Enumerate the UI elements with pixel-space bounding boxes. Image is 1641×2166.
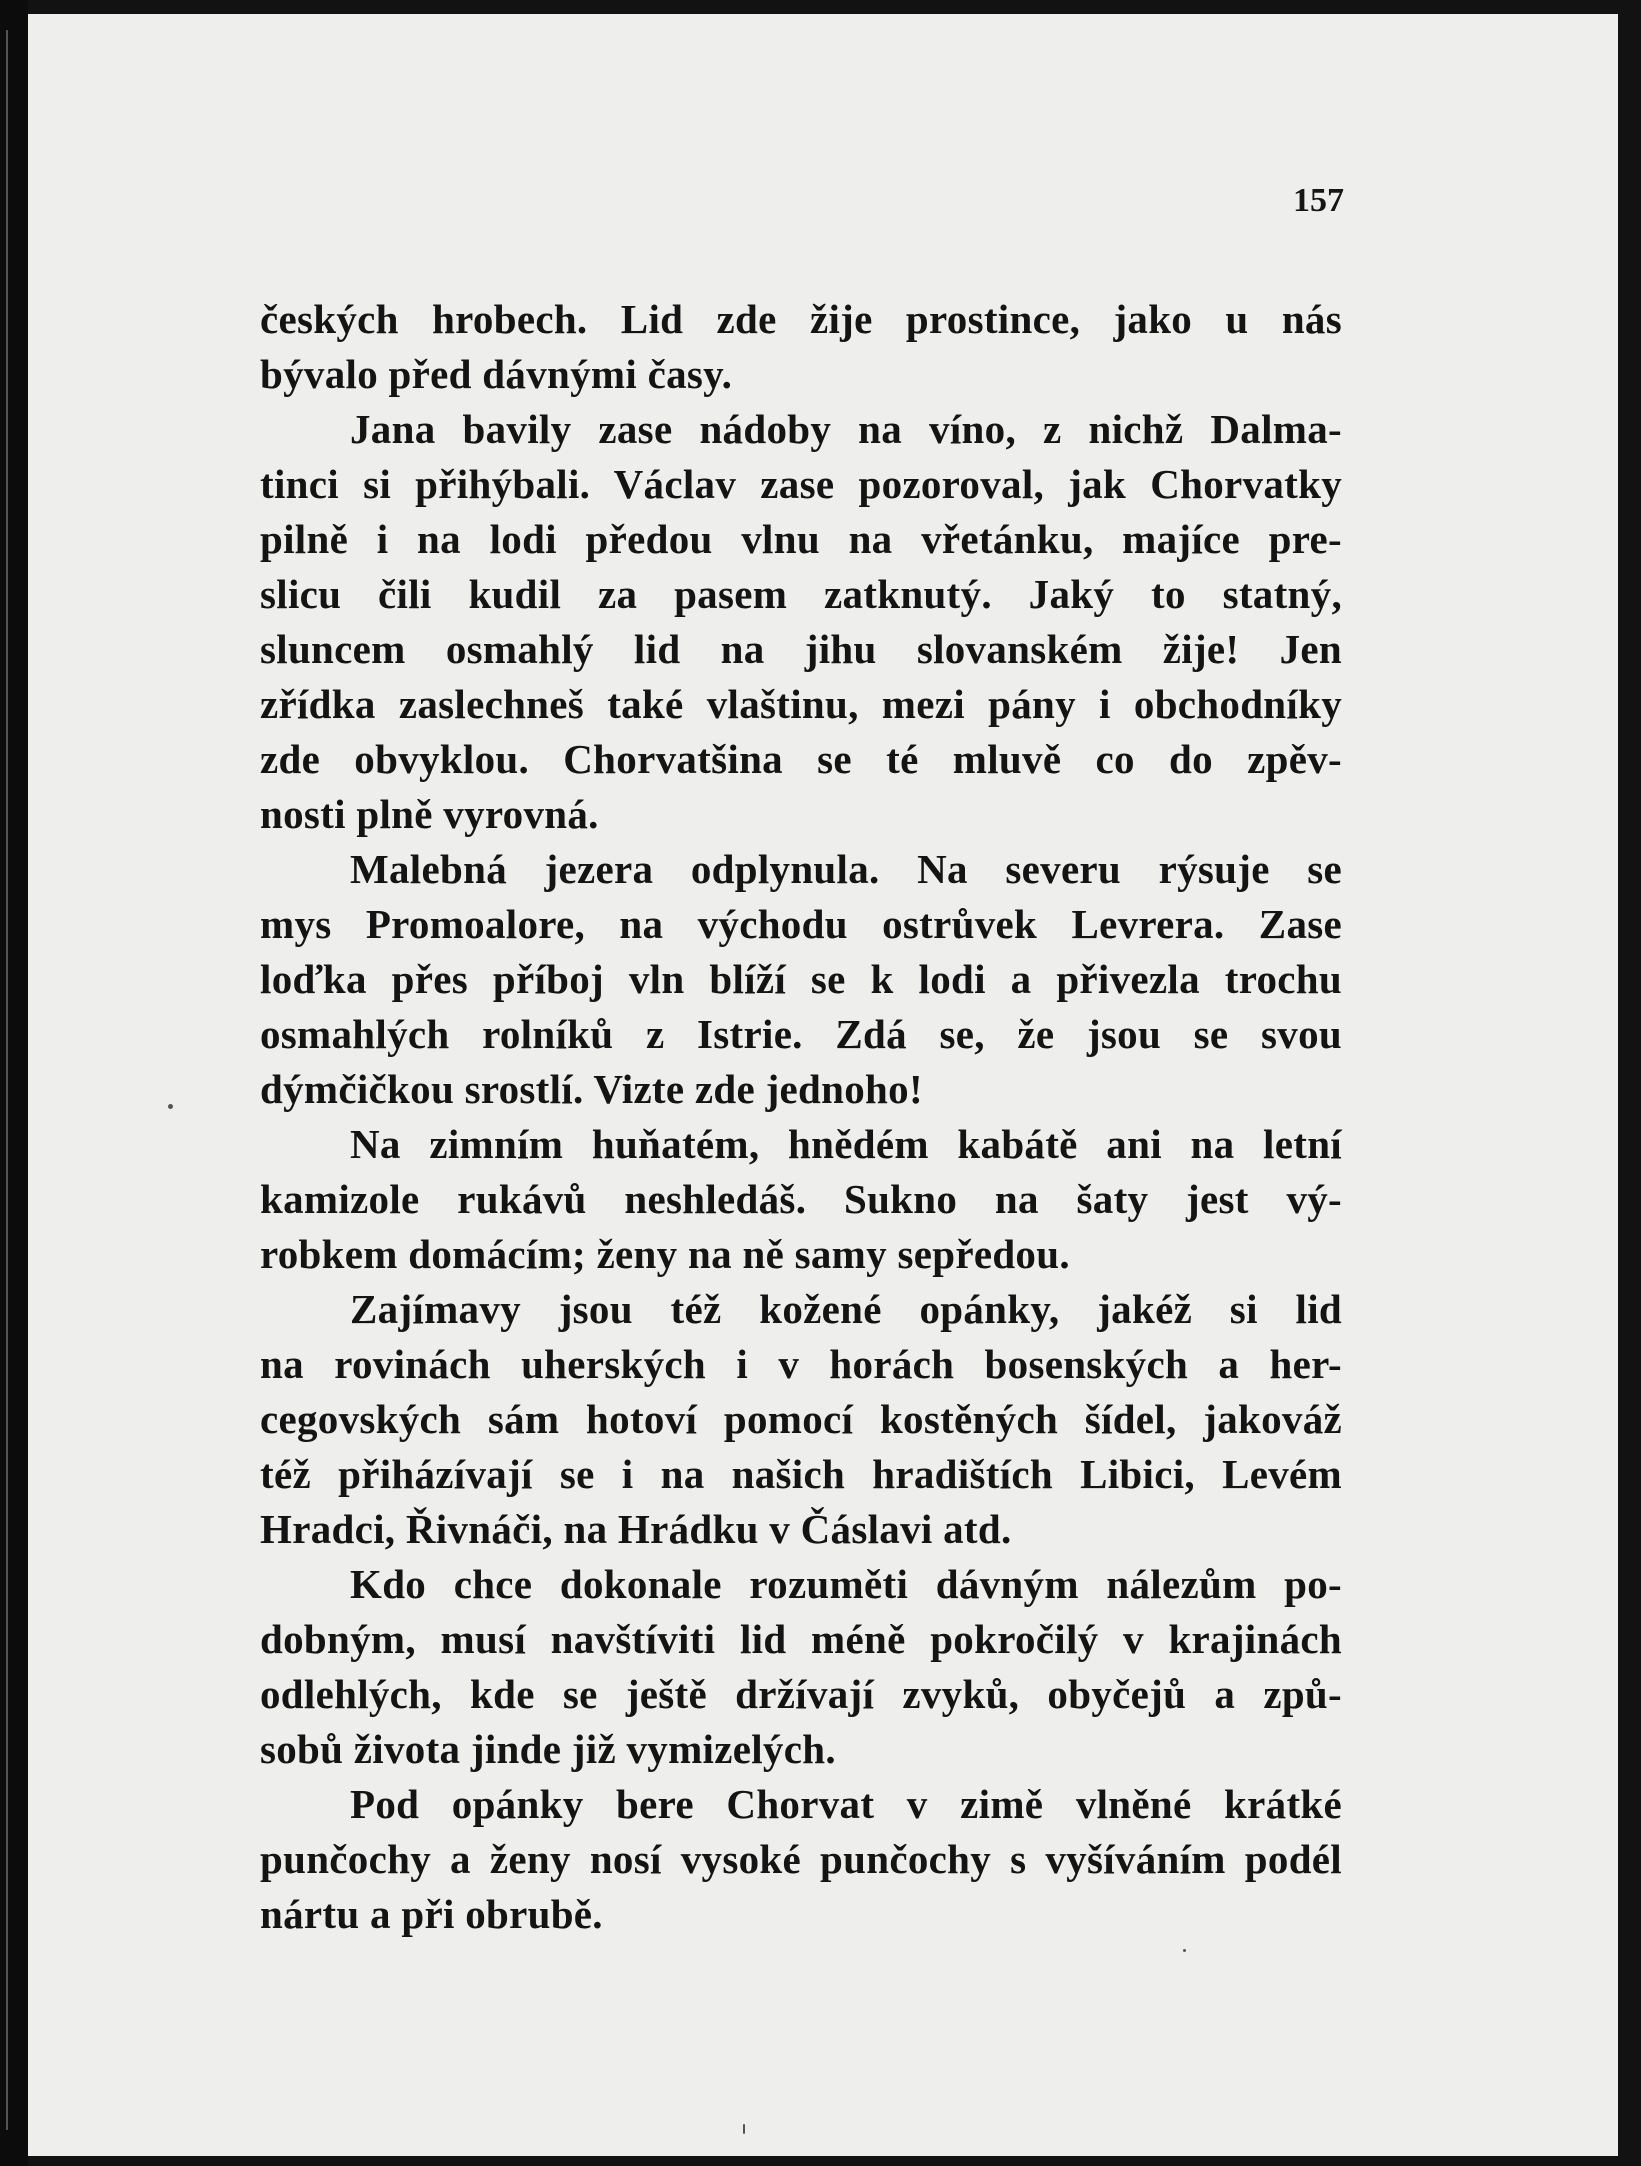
text-line: Pod opánky bere Chorvat v zimě vlněné krátké [350,1781,1342,1827]
print-speck [743,2124,745,2134]
text-line: Na zimním huňatém, hnědém kabátě ani na letní [350,1121,1342,1167]
text-line: sobů života jinde již vymizelých. [260,1726,836,1772]
text-line: též přiházívají se i na našich hradištích Libici, Levém [260,1451,1342,1497]
text-line: zde obvyklou. Chorvatšina se té mluvě co do zpěv- [260,736,1342,782]
text-line: osmahlých rolníků z Istrie. Zdá se, že jsou se svou [260,1011,1342,1057]
print-speck [1183,1949,1186,1952]
text-line: českých hrobech. Lid zde žije prostince, jako u nás [260,296,1342,342]
body-text [260,292,1342,1942]
left-scan-border [0,0,28,2166]
text-line: Hradci, Řivnáči, na Hrádku v Čáslavi atd. [260,1506,1012,1552]
text-line: nosti plně vyrovná. [260,791,599,837]
text-line: slicu čili kudil za pasem zatknutý. Jaký to statný, [260,571,1342,617]
book-page [28,14,1618,2156]
text-line: nártu a při obrubě. [260,1891,603,1937]
text-line: sluncem osmahlý lid na jihu slovanském žije! Jen [260,626,1342,672]
print-speck [168,1104,173,1109]
text-line: Zajímavy jsou též kožené opánky, jakéž si lid [350,1286,1342,1332]
page-number: 157 [1293,182,1344,219]
text-line: kamizole rukávů neshledáš. Sukno na šaty jest vý- [260,1176,1342,1222]
text-line: Malebná jezera odplynula. Na severu rýsuje se [350,846,1342,892]
text-line: robkem domácím; ženy na ně samy sepředou. [260,1231,1070,1277]
text-line: Jana bavily zase nádoby na víno, z nichž Dalma- [350,406,1342,452]
text-line: bývalo před dávnými časy. [260,351,733,397]
text-line: mys Promoalore, na východu ostrůvek Levrera. Zase [260,901,1342,947]
text-line: odlehlých, kde se ještě držívají zvyků, obyčejů a způ- [260,1671,1342,1717]
text-line: tinci si přihýbali. Václav zase pozoroval, jak Chorvatky [260,461,1342,507]
text-line: Kdo chce dokonale rozuměti dávným nálezům po- [350,1561,1342,1607]
text-line: zřídka zaslechneš také vlaštinu, mezi pány i obchodníky [260,681,1342,727]
text-line: cegovských sám hotoví pomocí kostěných šídel, jakováž [260,1396,1342,1442]
text-line: loďka přes příboj vln blíží se k lodi a přivezla trochu [260,956,1342,1002]
text-line: punčochy a ženy nosí vysoké punčochy s vyšíváním podél [260,1836,1342,1882]
text-line: na rovinách uherských i v horách bosenských a her- [260,1341,1342,1387]
text-line: dobným, musí navštíviti lid méně pokročilý v krajinách [260,1616,1342,1662]
text-line: dýmčičkou srostlí. Vizte zde jednoho! [260,1066,923,1112]
text-line: pilně i na lodi předou vlnu na vřetánku, majíce pre- [260,516,1342,562]
